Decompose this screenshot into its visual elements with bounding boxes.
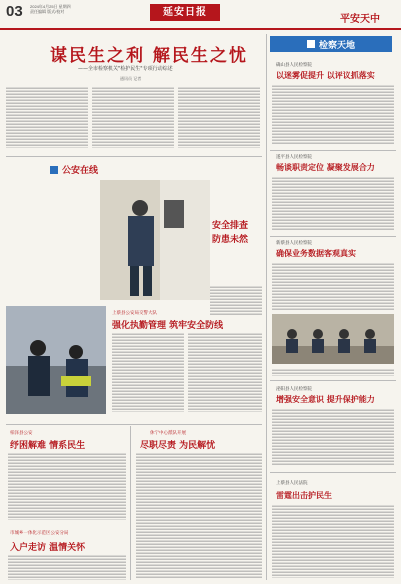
photo-title-2: 防患未然 [212,235,249,245]
pr-rule-2 [270,236,396,237]
pr-body-1 [272,84,394,144]
lead-body-col3 [178,86,260,148]
newspaper-logo: 延安日报 [150,4,220,21]
inspection-photo-art [100,180,210,300]
issue-editors: 责任编辑 版式/校对 [30,9,65,14]
police-headline: 强化执勤管理 筑牢安全防线 [112,321,224,331]
bl-body-2 [8,554,126,580]
lead-body-col2 [92,86,174,148]
patrol-photo [6,306,106,414]
police-body-col2 [188,332,262,412]
bl-kicker-2: 市城乡一体化示范区公安分局 [10,531,69,536]
pr-rule-4 [270,472,396,473]
tag-square-icon [50,166,58,174]
bl-headline-2: 入户走访 温情关怀 [10,543,86,553]
pr-rule-3 [270,380,396,381]
pr-body-2 [272,176,394,230]
page-number: 03 [6,3,23,20]
lead-byline: 通讯员 记者 [120,76,142,81]
police-tag-label: 公安在线 [62,166,99,176]
procurate-photo-art [272,314,394,364]
bl-body-1 [8,452,126,520]
pr-kicker-2: 遂平县人民检察院 [276,155,312,160]
lead-subtitle: ——全市检察机关"检护民生"专项行动综述 [78,66,173,72]
pr-kicker-1: 确山县人民检察院 [276,63,312,68]
pr-headline-2: 畅谈职责定位 凝聚发展合力 [276,162,375,172]
police-body-col1 [112,332,184,412]
procurate-photo [272,314,394,364]
bl-headline-1: 纾困解难 情系民生 [10,441,86,451]
bottom-divider [130,426,131,580]
pr-body-3 [272,262,394,310]
lead-title: 谋民生之利 解民生之忧 [50,46,248,66]
column-divider [266,34,267,580]
pr-kicker-4: 泌阳县人民检察院 [276,387,312,392]
bm-body [136,452,262,578]
section-rule-2 [6,424,262,425]
issue-date: 2024年4月25日 星期四 [30,4,71,9]
pr-kicker-5: 上蔡县人民法院 [276,481,308,486]
pr-photo-caption [272,368,394,376]
pr-rule-1 [270,150,396,151]
pr-kicker-3: 新蔡县人民检察院 [276,241,312,246]
pr-body-5 [272,504,394,578]
lead-body-col1 [6,86,88,148]
patrol-photo-art [6,306,106,414]
procurate-tag-label: 检察天地 [318,40,355,51]
pr-headline-5: 雷霆出击护民生 [276,490,332,500]
bm-kicker: 休宁中心派队开展 [150,431,186,436]
bl-kicker-1: 柏泽县公安 [10,431,33,436]
pr-headline-4: 增强安全意识 提升保护能力 [276,394,375,404]
procurate-banner [270,36,392,52]
photo-text [210,285,262,315]
police-kicker: 上蔡县公安局交警大队 [112,311,157,316]
issue-meta [30,4,71,14]
bm-headline: 尽职尽责 为民解忧 [140,441,216,451]
pr-body-4 [272,408,394,466]
police-tag [50,163,98,176]
pr-headline-3: 确保业务数据客观真实 [276,248,356,258]
tag-square-icon [307,40,315,48]
pr-headline-1: 以迷雾促提升 以评议抓落实 [276,70,375,80]
section-rule [6,156,262,157]
section-title: 平安天中 [340,14,380,25]
photo-title-1: 安全排查 [212,221,249,231]
inspection-photo [100,180,210,300]
